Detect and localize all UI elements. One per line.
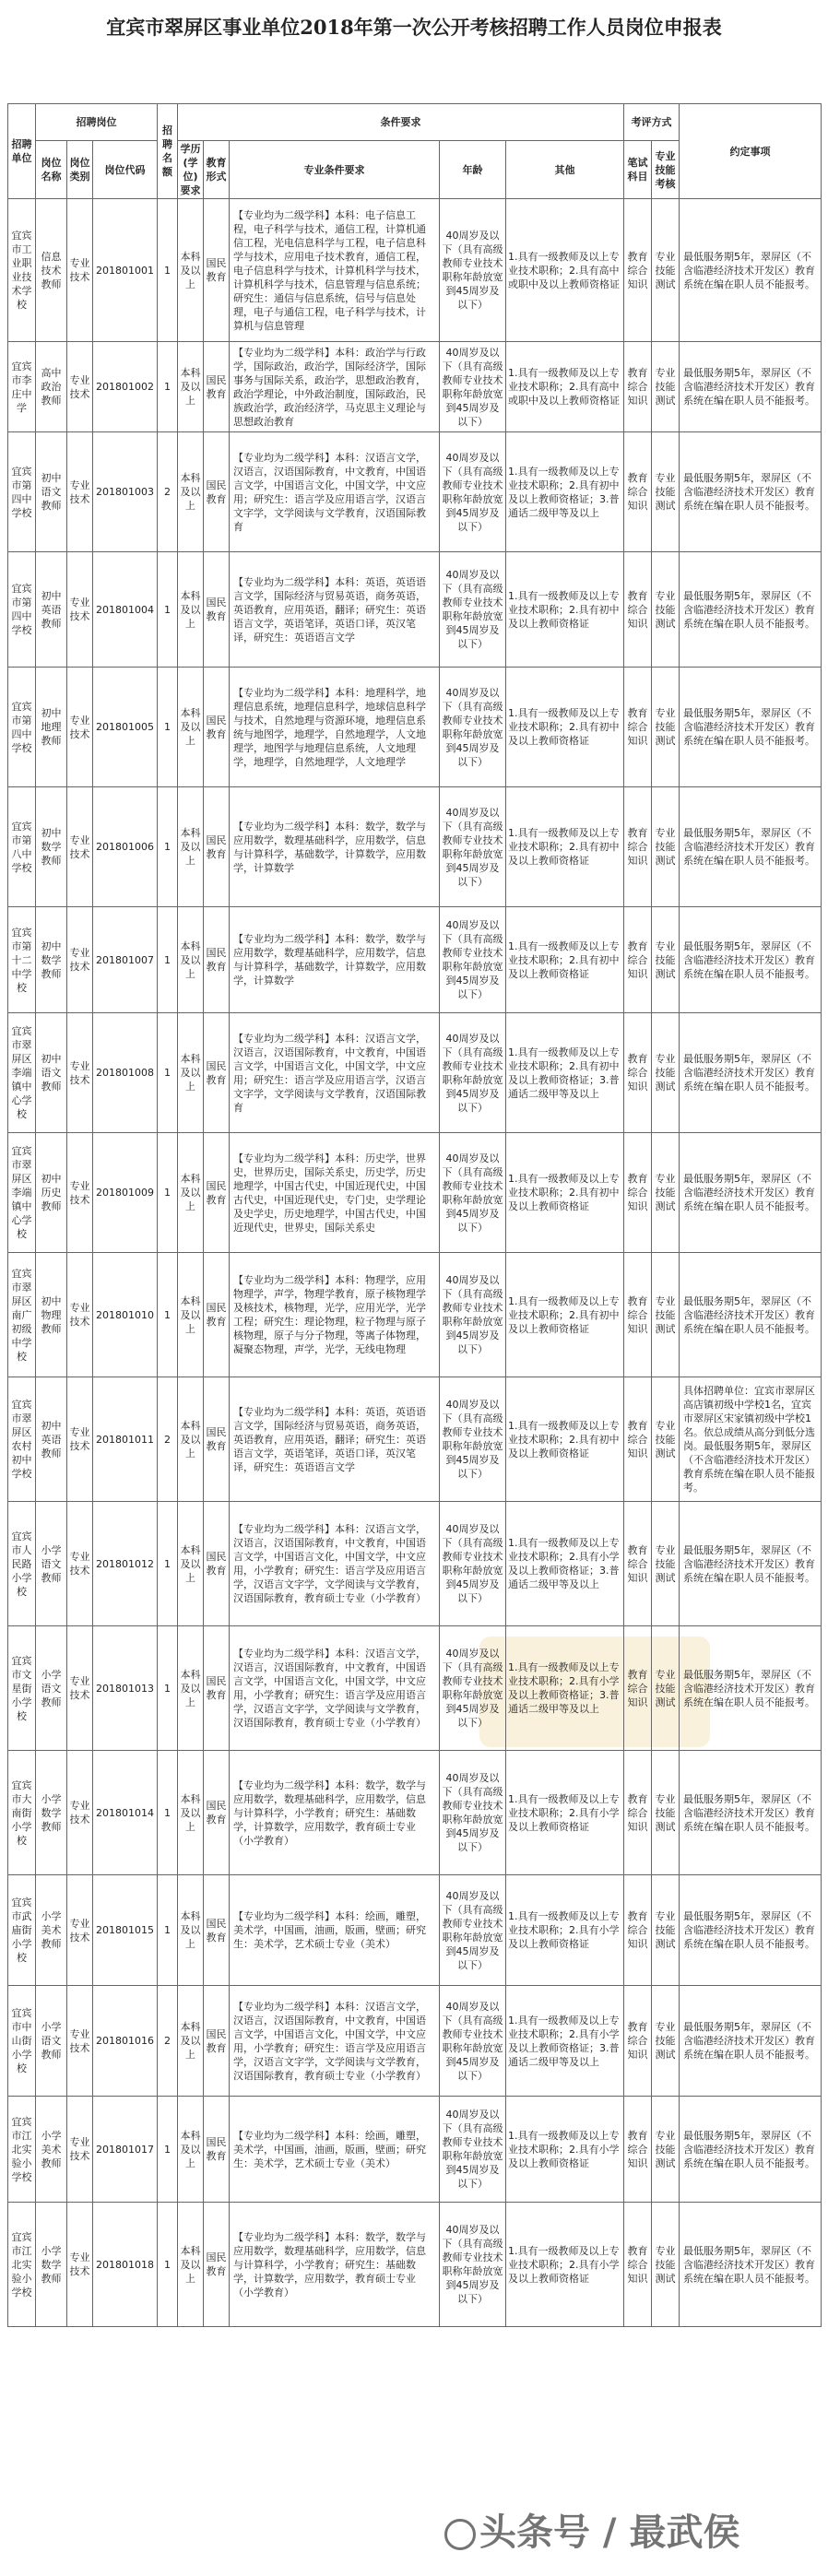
header-nature: 教育形式 [204, 141, 230, 199]
row-notes: 最低服务期5年，翠屏区（不含临港经济技术开发区）教育系统在编在职人员不能报考。 [680, 1986, 822, 2097]
row-edu: 本科及以上 [178, 1875, 204, 1986]
row-unit: 宜宾市人民路小学校 [8, 1502, 36, 1626]
row-post-type: 专业技术 [67, 2097, 93, 2203]
row-other: 1.具有一级教师及以上专业技术职称；2.具有初中及以上教师资格证 [506, 907, 624, 1013]
row-notes: 具体招聘单位：宜宾市翠屏区高店镇初级中学校1名，宜宾市翠屏区宋家镇初级中学校1名。依总成绩从高分到低分选岗。最低服务期5年，翠屏区（不含临港经济技术开发区）教育系统在编在职人员不能报考。 [680, 1377, 822, 1502]
row-post-type: 专业技术 [67, 1986, 93, 2097]
row-unit: 宜宾市江北实验小学校 [8, 2203, 36, 2327]
row-skill: 专业技能测试 [652, 1253, 680, 1377]
row-quota: 2 [158, 1377, 178, 1502]
row-unit: 宜宾市工业职业技术学校 [8, 199, 36, 342]
row-other: 1.具有一级教师及以上专业技术职称；2.具有初中及以上教师资格证 [506, 787, 624, 907]
row-other: 1.具有一级教师及以上专业技术职称；2.具有小学及以上教师资格证；3.普通话二级甲等及以上 [506, 1626, 624, 1751]
row-age: 40周岁及以下（具有高级教师专业技术职称年龄放宽到45周岁及以下） [440, 1751, 506, 1875]
table-row [8, 1377, 822, 1502]
row-post-code: 201801014 [93, 1751, 158, 1875]
row-unit: 宜宾市第四中学校 [8, 668, 36, 787]
row-post-code: 201801018 [93, 2203, 158, 2327]
table-row [8, 787, 822, 907]
row-age: 40周岁及以下（具有高级教师专业技术职称年龄放宽到45周岁及以下） [440, 1013, 506, 1133]
row-quota: 2 [158, 432, 178, 552]
row-other: 1.具有一级教师及以上专业技术职称；2.具有初中及以上教师资格证 [506, 1133, 624, 1253]
row-quota: 1 [158, 199, 178, 342]
row-nature: 国民教育 [204, 199, 230, 342]
row-age: 40周岁及以下（具有高级教师专业技术职称年龄放宽到45周岁及以下） [440, 1986, 506, 2097]
row-skill: 专业技能测试 [652, 342, 680, 432]
row-skill: 专业技能测试 [652, 668, 680, 787]
header-other: 其他 [506, 141, 624, 199]
row-post-code: 201801006 [93, 787, 158, 907]
row-nature: 国民教育 [204, 1626, 230, 1751]
row-written: 教育综合知识 [624, 1875, 652, 1986]
row-unit: 宜宾市李庄中学 [8, 342, 36, 432]
row-post-code: 201801015 [93, 1875, 158, 1986]
row-major: 【专业均为二级学科】本科：数学，数学与应用数学，数理基础科学，应用数学，信息与计算科学，基础数学，计算数学，应用数学，计算数学 [230, 907, 440, 1013]
table-row [8, 1502, 822, 1626]
row-notes: 最低服务期5年，翠屏区（不含临港经济技术开发区）教育系统在编在职人员不能报考。 [680, 1751, 822, 1875]
row-post-name: 小学美术教师 [36, 2097, 67, 2203]
row-quota: 1 [158, 1133, 178, 1253]
row-post-type: 专业技术 [67, 1626, 93, 1751]
row-post-name: 小学语文教师 [36, 1626, 67, 1751]
row-major: 【专业均为二级学科】本科：汉语言文学，汉语言，汉语国际教育，中文教育，中国语言文学，中国语言文化，中国文学，中文应用，小学教育；研究生：语言学及应用语言学，汉语言文字学，文学阅读与文学教育，汉语国际教育，教育硕士专业（小学教育） [230, 1626, 440, 1751]
row-post-code: 201801003 [93, 432, 158, 552]
row-nature: 国民教育 [204, 668, 230, 787]
row-unit: 宜宾市翠屏区南广初级中学校 [8, 1253, 36, 1377]
row-post-type: 专业技术 [67, 1751, 93, 1875]
row-post-code: 201801007 [93, 907, 158, 1013]
row-other: 1.具有一级教师及以上专业技术职称；2.具有小学及以上教师资格证 [506, 2097, 624, 2203]
row-major: 【专业均为二级学科】本科：物理学，应用物理学，声学，物理学教育，原子核物理学及核技术，核物理，光学，应用光学，光学工程；研究生：理论物理，粒子物理与原子核物理，原子与分子物理，等离子体物理，凝聚态物理，声学，光学，无线电物理 [230, 1253, 440, 1377]
header-age: 年龄 [440, 141, 506, 199]
row-unit: 宜宾市江北实验小学校 [8, 2097, 36, 2203]
table-row [8, 1875, 822, 1986]
header-post-type: 岗位类别 [67, 141, 93, 199]
row-nature: 国民教育 [204, 1377, 230, 1502]
row-post-type: 专业技术 [67, 2203, 93, 2327]
row-written: 教育综合知识 [624, 668, 652, 787]
row-written: 教育综合知识 [624, 552, 652, 668]
row-other: 1.具有一级教师及以上专业技术职称；2.具有小学及以上教师资格证；3.普通话二级甲等及以上 [506, 1986, 624, 2097]
row-nature: 国民教育 [204, 1013, 230, 1133]
table-row [8, 2097, 822, 2203]
row-skill: 专业技能测试 [652, 787, 680, 907]
watermark-logo-icon [444, 2519, 476, 2550]
row-post-type: 专业技术 [67, 432, 93, 552]
row-nature: 国民教育 [204, 1502, 230, 1626]
row-written: 教育综合知识 [624, 2097, 652, 2203]
row-post-name: 小学数学教师 [36, 1751, 67, 1875]
row-post-code: 201801009 [93, 1133, 158, 1253]
row-post-name: 初中语文教师 [36, 432, 67, 552]
row-quota: 1 [158, 1626, 178, 1751]
row-quota: 1 [158, 552, 178, 668]
row-post-type: 专业技术 [67, 1253, 93, 1377]
row-post-name: 小学语文教师 [36, 1502, 67, 1626]
row-post-name: 小学美术教师 [36, 1875, 67, 1986]
row-written: 教育综合知识 [624, 1751, 652, 1875]
row-nature: 国民教育 [204, 2097, 230, 2203]
row-age: 40周岁及以下（具有高级教师专业技术职称年龄放宽到45周岁及以下） [440, 432, 506, 552]
table-row [8, 1133, 822, 1253]
row-post-type: 专业技术 [67, 1013, 93, 1133]
header-skill: 专业技能考核 [652, 141, 680, 199]
row-notes: 最低服务期5年，翠屏区（不含临港经济技术开发区）教育系统在编在职人员不能报考。 [680, 199, 822, 342]
row-skill: 专业技能测试 [652, 1133, 680, 1253]
row-age: 40周岁及以下（具有高级教师专业技术职称年龄放宽到45周岁及以下） [440, 1377, 506, 1502]
row-quota: 1 [158, 907, 178, 1013]
header-exam-group: 考评方式 [624, 104, 680, 141]
header-post-group: 招聘岗位 [36, 104, 158, 141]
row-written: 教育综合知识 [624, 342, 652, 432]
row-major: 【专业均为二级学科】本科：电子信息工程，电子科学与技术，通信工程，计算机通信工程，光电信息科学与工程，电子信息科学与技术，应用电子技术教育，通信工程，电子信息科学与技术，计算机科学与技术，计算机科学与技术，信息管理与信息系统；研究生：通信与信息系统，信号与信息处理，电子与通信工程，电子科学与技术，计算机与信息管理 [230, 199, 440, 342]
row-skill: 专业技能测试 [652, 1502, 680, 1626]
row-notes: 最低服务期5年，翠屏区（不含临港经济技术开发区）教育系统在编在职人员不能报考。 [680, 432, 822, 552]
row-major: 【专业均为二级学科】本科：英语，英语语言文学，国际经济与贸易英语，商务英语，英语教育，应用英语，翻译；研究生：英语语言文学，英语笔译，英语口译，英汉笔译，研究生：英语语言文学 [230, 552, 440, 668]
row-post-code: 201801005 [93, 668, 158, 787]
row-nature: 国民教育 [204, 907, 230, 1013]
header-quota: 招聘名额 [158, 104, 178, 199]
row-skill: 专业技能测试 [652, 1986, 680, 2097]
row-quota: 1 [158, 1253, 178, 1377]
row-quota: 1 [158, 787, 178, 907]
row-notes: 最低服务期5年，翠屏区（不含临港经济技术开发区）教育系统在编在职人员不能报考。 [680, 1502, 822, 1626]
watermark [444, 2503, 739, 2556]
row-written: 教育综合知识 [624, 199, 652, 342]
table-row [8, 1751, 822, 1875]
header-major: 专业条件要求 [230, 141, 440, 199]
row-unit: 宜宾市第十二中学校 [8, 907, 36, 1013]
row-other: 1.具有一级教师及以上专业技术职称；2.具有初中及以上教师资格证 [506, 668, 624, 787]
row-post-name: 小学数学教师 [36, 2203, 67, 2327]
row-nature: 国民教育 [204, 1751, 230, 1875]
row-post-code: 201801010 [93, 1253, 158, 1377]
row-quota: 1 [158, 2203, 178, 2327]
row-edu: 本科及以上 [178, 1502, 204, 1626]
row-notes: 最低服务期5年，翠屏区（不含临港经济技术开发区）教育系统在编在职人员不能报考。 [680, 787, 822, 907]
row-major: 【专业均为二级学科】本科：绘画，雕塑，美术学，中国画，油画，版画，壁画；研究生：美术学，艺术硕士专业（美术） [230, 1875, 440, 1986]
row-age: 40周岁及以下（具有高级教师专业技术职称年龄放宽到45周岁及以下） [440, 2097, 506, 2203]
row-post-type: 专业技术 [67, 1502, 93, 1626]
table-row [8, 907, 822, 1013]
row-post-code: 201801002 [93, 342, 158, 432]
row-post-code: 201801012 [93, 1502, 158, 1626]
row-major: 【专业均为二级学科】本科：历史学，世界史，世界历史，国际关系史，历史学，历史地理学，中国古代史，中国近现代史，中国古代史，中国近现代史，专门史，史学理论及史学史，历史地理学，中国古代史，中国近现代史，世界史，国际关系史 [230, 1133, 440, 1253]
row-unit: 宜宾市翠屏区李端镇中心学校 [8, 1133, 36, 1253]
row-other: 1.具有一级教师及以上专业技术职称；2.具有小学及以上教师资格证 [506, 1751, 624, 1875]
row-written: 教育综合知识 [624, 1133, 652, 1253]
row-post-code: 201801017 [93, 2097, 158, 2203]
row-other: 1.具有一级教师及以上专业技术职称；2.具有高中或职中及以上教师资格证 [506, 199, 624, 342]
row-other: 1.具有一级教师及以上专业技术职称；2.具有小学及以上教师资格证 [506, 1875, 624, 1986]
row-notes: 最低服务期5年，翠屏区（不含临港经济技术开发区）教育系统在编在职人员不能报考。 [680, 668, 822, 787]
row-age: 40周岁及以下（具有高级教师专业技术职称年龄放宽到45周岁及以下） [440, 1502, 506, 1626]
row-edu: 本科及以上 [178, 907, 204, 1013]
row-notes: 最低服务期5年，翠屏区（不含临港经济技术开发区）教育系统在编在职人员不能报考。 [680, 1133, 822, 1253]
row-post-type: 专业技术 [67, 1377, 93, 1502]
row-other: 1.具有一级教师及以上专业技术职称；2.具有高中或职中及以上教师资格证 [506, 342, 624, 432]
row-edu: 本科及以上 [178, 1133, 204, 1253]
row-age: 40周岁及以下（具有高级教师专业技术职称年龄放宽到45周岁及以下） [440, 1626, 506, 1751]
row-skill: 专业技能测试 [652, 1875, 680, 1986]
row-written: 教育综合知识 [624, 1502, 652, 1626]
row-nature: 国民教育 [204, 2203, 230, 2327]
row-major: 【专业均为二级学科】本科：汉语言文学，汉语言，汉语国际教育，中文教育，中国语言文学，中国语言文化，中国文学，中文应用，小学教育；研究生：语言学及应用语言学，汉语言文字学，文学阅读与文学教育，汉语国际教育，教育硕士专业（小学教育） [230, 1986, 440, 2097]
row-major: 【专业均为二级学科】本科：绘画，雕塑，美术学，中国画，油画，版画，壁画；研究生：美术学，艺术硕士专业（美术） [230, 2097, 440, 2203]
row-nature: 国民教育 [204, 432, 230, 552]
table-row [8, 342, 822, 432]
row-age: 40周岁及以下（具有高级教师专业技术职称年龄放宽到45周岁及以下） [440, 342, 506, 432]
row-edu: 本科及以上 [178, 199, 204, 342]
row-edu: 本科及以上 [178, 1013, 204, 1133]
row-major: 【专业均为二级学科】本科：数学，数学与应用数学，数理基础科学，应用数学，信息与计算科学，基础数学，计算数学，应用数学，计算数学 [230, 787, 440, 907]
row-written: 教育综合知识 [624, 907, 652, 1013]
row-skill: 专业技能测试 [652, 2097, 680, 2203]
row-post-name: 初中英语教师 [36, 552, 67, 668]
watermark-text: 头条号 / 最武侯 [479, 2511, 740, 2554]
header-post-name: 岗位名称 [36, 141, 67, 199]
row-post-type: 专业技术 [67, 1875, 93, 1986]
header-unit: 招聘单位 [8, 104, 36, 199]
row-other: 1.具有一级教师及以上专业技术职称；2.具有小学及以上教师资格证 [506, 2203, 624, 2327]
row-post-name: 初中数学教师 [36, 787, 67, 907]
row-unit: 宜宾市第四中学校 [8, 432, 36, 552]
row-notes: 最低服务期5年，翠屏区（不含临港经济技术开发区）教育系统在编在职人员不能报考。 [680, 2097, 822, 2203]
row-edu: 本科及以上 [178, 1253, 204, 1377]
row-notes: 最低服务期5年，翠屏区（不含临港经济技术开发区）教育系统在编在职人员不能报考。 [680, 1626, 822, 1751]
row-major: 【专业均为二级学科】本科：数学，数学与应用数学，数理基础科学，应用数学，信息与计算科学，小学教育；研究生：基础数学，计算数学，应用数学，教育硕士专业（小学教育） [230, 2203, 440, 2327]
row-written: 教育综合知识 [624, 1377, 652, 1502]
row-nature: 国民教育 [204, 552, 230, 668]
row-post-name: 高中政治教师 [36, 342, 67, 432]
row-other: 1.具有一级教师及以上专业技术职称；2.具有初中及以上教师资格证；3.普通话二级甲等及以上 [506, 1013, 624, 1133]
row-other: 1.具有一级教师及以上专业技术职称；2.具有初中及以上教师资格证 [506, 1253, 624, 1377]
row-post-name: 初中数学教师 [36, 907, 67, 1013]
row-post-name: 小学语文教师 [36, 1986, 67, 2097]
row-post-type: 专业技术 [67, 552, 93, 668]
row-notes: 最低服务期5年，翠屏区（不含临港经济技术开发区）教育系统在编在职人员不能报考。 [680, 1013, 822, 1133]
row-edu: 本科及以上 [178, 432, 204, 552]
row-major: 【专业均为二级学科】本科：汉语言文学，汉语言，汉语国际教育，中文教育，中国语言文学，中国语言文化，中国文学，中文应用；研究生：语言学及应用语言学，汉语言文字学，文学阅读与文学教育，汉语国际教育 [230, 432, 440, 552]
row-written: 教育综合知识 [624, 1986, 652, 2097]
row-edu: 本科及以上 [178, 787, 204, 907]
row-skill: 专业技能测试 [652, 432, 680, 552]
table-row [8, 668, 822, 787]
row-quota: 1 [158, 1502, 178, 1626]
row-other: 1.具有一级教师及以上专业技术职称；2.具有小学及以上教师资格证；3.普通话二级甲等及以上 [506, 1502, 624, 1626]
row-skill: 专业技能测试 [652, 1751, 680, 1875]
row-post-name: 初中地理教师 [36, 668, 67, 787]
header-post-code: 岗位代码 [93, 141, 158, 199]
row-quota: 1 [158, 1751, 178, 1875]
row-quota: 1 [158, 2097, 178, 2203]
row-written: 教育综合知识 [624, 1013, 652, 1133]
row-unit: 宜宾市武庙街小学校 [8, 1875, 36, 1986]
row-age: 40周岁及以下（具有高级教师专业技术职称年龄放宽到45周岁及以下） [440, 668, 506, 787]
row-nature: 国民教育 [204, 1875, 230, 1986]
row-skill: 专业技能测试 [652, 1626, 680, 1751]
row-post-type: 专业技术 [67, 199, 93, 342]
row-post-name: 初中英语教师 [36, 1377, 67, 1502]
row-other: 1.具有一级教师及以上专业技术职称；2.具有初中及以上教师资格证 [506, 552, 624, 668]
row-post-code: 201801004 [93, 552, 158, 668]
row-post-code: 201801013 [93, 1626, 158, 1751]
row-nature: 国民教育 [204, 1253, 230, 1377]
row-post-code: 201801011 [93, 1377, 158, 1502]
row-notes: 最低服务期5年，翠屏区（不含临港经济技术开发区）教育系统在编在职人员不能报考。 [680, 552, 822, 668]
row-notes: 最低服务期5年，翠屏区（不含临港经济技术开发区）教育系统在编在职人员不能报考。 [680, 2203, 822, 2327]
row-post-code: 201801016 [93, 1986, 158, 2097]
row-age: 40周岁及以下（具有高级教师专业技术职称年龄放宽到45周岁及以下） [440, 2203, 506, 2327]
row-edu: 本科及以上 [178, 342, 204, 432]
row-quota: 1 [158, 1875, 178, 1986]
row-edu: 本科及以上 [178, 1377, 204, 1502]
row-major: 【专业均为二级学科】本科：英语，英语语言文学，国际经济与贸易英语，商务英语，英语教育，应用英语，翻译；研究生：英语语言文学，英语笔译，英语口译，英汉笔译，研究生：英语语言文学 [230, 1377, 440, 1502]
row-edu: 本科及以上 [178, 552, 204, 668]
row-post-code: 201801008 [93, 1013, 158, 1133]
row-other: 1.具有一级教师及以上专业技术职称；2.具有初中及以上教师资格证；3.普通话二级甲等及以上 [506, 432, 624, 552]
row-written: 教育综合知识 [624, 787, 652, 907]
table-row [8, 1986, 822, 2097]
row-age: 40周岁及以下（具有高级教师专业技术职称年龄放宽到45周岁及以下） [440, 199, 506, 342]
row-major: 【专业均为二级学科】本科：汉语言文学，汉语言，汉语国际教育，中文教育，中国语言文学，中国语言文化，中国文学，中文应用，小学教育；研究生：语言学及应用语言学，汉语言文字学，文学阅读与文学教育，汉语国际教育，教育硕士专业（小学教育） [230, 1502, 440, 1626]
row-age: 40周岁及以下（具有高级教师专业技术职称年龄放宽到45周岁及以下） [440, 787, 506, 907]
header-written: 笔试科目 [624, 141, 652, 199]
row-age: 40周岁及以下（具有高级教师专业技术职称年龄放宽到45周岁及以下） [440, 1253, 506, 1377]
row-skill: 专业技能测试 [652, 2203, 680, 2327]
row-nature: 国民教育 [204, 787, 230, 907]
row-quota: 2 [158, 1986, 178, 2097]
header-notes: 约定事项 [680, 104, 822, 199]
row-post-name: 初中语文教师 [36, 1013, 67, 1133]
row-quota: 1 [158, 668, 178, 787]
row-notes: 最低服务期5年，翠屏区（不含临港经济技术开发区）教育系统在编在职人员不能报考。 [680, 1875, 822, 1986]
page-title: 宜宾市翠屏区事业单位2018年第一次公开考核招聘工作人员岗位申报表 [106, 16, 722, 39]
row-written: 教育综合知识 [624, 1253, 652, 1377]
table-row [8, 2203, 822, 2327]
row-post-type: 专业技术 [67, 342, 93, 432]
table-row [8, 1626, 822, 1751]
row-major: 【专业均为二级学科】本科：政治学与行政学，国际政治，政治学，国际经济学，国际事务与国际关系，政治学，思想政治教育，政治学理论，中外政治制度，国际政治，民族政治学，政治经济学，马克思主义理论与思想政治教育 [230, 342, 440, 432]
row-unit: 宜宾市文星街小学校 [8, 1626, 36, 1751]
table-row [8, 1013, 822, 1133]
row-unit: 宜宾市中山街小学校 [8, 1986, 36, 2097]
header-cond-group: 条件要求 [178, 104, 624, 141]
row-nature: 国民教育 [204, 1986, 230, 2097]
row-major: 【专业均为二级学科】本科：地理科学，地理信息系统，地理信息科学，地球信息科学与技术，自然地理与资源环境，地理信息系统与地图学，地理学，自然地理学，人文地理学，地图学与地理信息系统，人文地理学，地理学，自然地理学，人文地理学 [230, 668, 440, 787]
row-post-name: 信息技术教师 [36, 199, 67, 342]
row-written: 教育综合知识 [624, 2203, 652, 2327]
row-skill: 专业技能测试 [652, 199, 680, 342]
row-edu: 本科及以上 [178, 2097, 204, 2203]
row-skill: 专业技能测试 [652, 552, 680, 668]
row-unit: 宜宾市第四中学校 [8, 552, 36, 668]
row-age: 40周岁及以下（具有高级教师专业技术职称年龄放宽到45周岁及以下） [440, 552, 506, 668]
row-skill: 专业技能测试 [652, 907, 680, 1013]
row-post-type: 专业技术 [67, 787, 93, 907]
table-row [8, 432, 822, 552]
row-written: 教育综合知识 [624, 432, 652, 552]
row-unit: 宜宾市翠屏区农村初中学校 [8, 1377, 36, 1502]
table-row [8, 1253, 822, 1377]
table-row [8, 552, 822, 668]
row-post-type: 专业技术 [67, 1133, 93, 1253]
row-other: 1.具有一级教师及以上专业技术职称；2.具有初中及以上教师资格证 [506, 1377, 624, 1502]
row-post-name: 初中历史教师 [36, 1133, 67, 1253]
row-age: 40周岁及以下（具有高级教师专业技术职称年龄放宽到45周岁及以下） [440, 1133, 506, 1253]
row-major: 【专业均为二级学科】本科：数学，数学与应用数学，数理基础科学，应用数学，信息与计算科学，小学教育；研究生：基础数学，计算数学，应用数学，教育硕士专业（小学教育） [230, 1751, 440, 1875]
row-major: 【专业均为二级学科】本科：汉语言文学，汉语言，汉语国际教育，中文教育，中国语言文学，中国语言文化，中国文学，中文应用；研究生：语言学及应用语言学，汉语言文字学，文学阅读与文学教育，汉语国际教育 [230, 1013, 440, 1133]
row-quota: 1 [158, 1013, 178, 1133]
row-post-type: 专业技术 [67, 907, 93, 1013]
row-post-code: 201801001 [93, 199, 158, 342]
row-written: 教育综合知识 [624, 1626, 652, 1751]
row-age: 40周岁及以下（具有高级教师专业技术职称年龄放宽到45周岁及以下） [440, 907, 506, 1013]
row-notes: 最低服务期5年，翠屏区（不含临港经济技术开发区）教育系统在编在职人员不能报考。 [680, 1253, 822, 1377]
table-body [8, 199, 822, 2327]
row-skill: 专业技能测试 [652, 1013, 680, 1133]
row-edu: 本科及以上 [178, 1626, 204, 1751]
row-age: 40周岁及以下（具有高级教师专业技术职称年龄放宽到45周岁及以下） [440, 1875, 506, 1986]
row-edu: 本科及以上 [178, 1751, 204, 1875]
row-unit: 宜宾市第八中学校 [8, 787, 36, 907]
row-edu: 本科及以上 [178, 668, 204, 787]
row-nature: 国民教育 [204, 342, 230, 432]
row-notes: 最低服务期5年，翠屏区（不含临港经济技术开发区）教育系统在编在职人员不能报考。 [680, 342, 822, 432]
row-unit: 宜宾市大南街小学校 [8, 1751, 36, 1875]
row-unit: 宜宾市翠屏区李端镇中心学校 [8, 1013, 36, 1133]
recruitment-table [7, 103, 822, 2327]
row-notes: 最低服务期5年，翠屏区（不含临港经济技术开发区）教育系统在编在职人员不能报考。 [680, 907, 822, 1013]
row-skill: 专业技能测试 [652, 1377, 680, 1502]
row-post-name: 初中物理教师 [36, 1253, 67, 1377]
header-edu: 学历(学位)要求 [178, 141, 204, 199]
row-edu: 本科及以上 [178, 1986, 204, 2097]
row-nature: 国民教育 [204, 1133, 230, 1253]
row-post-type: 专业技术 [67, 668, 93, 787]
table-row [8, 199, 822, 342]
row-quota: 1 [158, 342, 178, 432]
row-edu: 本科及以上 [178, 2203, 204, 2327]
